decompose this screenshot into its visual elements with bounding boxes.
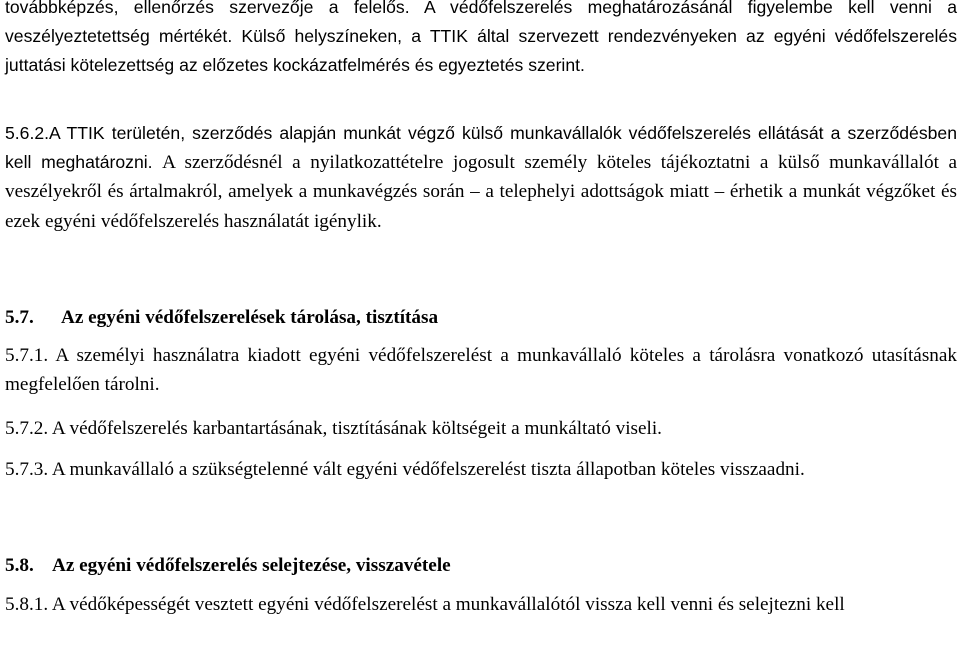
paragraph-number: 5.8.1. — [5, 594, 49, 615]
section-title: Az egyéni védőfelszerelés selejtezése, visszavétele — [52, 555, 451, 576]
paragraph-number: 5.7.2. — [5, 418, 49, 439]
section-title: Az egyéni védőfelszerelések tárolása, tisztítása — [61, 307, 439, 328]
paragraph-5-7-1 — [5, 341, 957, 399]
paragraph-text: A személyi használatra kiadott egyéni védőfelszerelést a munkavállaló köteles a tárolásra vonatkozó utasításnak megfelelően tárolni. — [5, 345, 957, 396]
intro-paragraph-text: továbbképzés, ellenőrzés szervezője a felelős. A védőfelszerelés meghatározásánál figyelembe kell venni a veszélyeztetettség mértékét. Külső helyszíneken, a TTIK által szervezett rendezvényeken az egyéni védőfelszerelés juttatási kötelezettség az előzetes kockázatfelmérés és egyeztetés szerint. — [5, 0, 957, 76]
section-heading-5-7 — [5, 303, 957, 332]
paragraph-text-sans: A TTIK területén, szerződés alapján munkát végző külső munkavállalók védőfelszerelés ellátását a szerződésben kell meghatározni. — [5, 123, 957, 173]
paragraph-5-7-2 — [5, 414, 957, 443]
paragraph-number: 5.7.3. — [5, 459, 49, 480]
intro-paragraph — [5, 0, 957, 81]
paragraph-text: A védőképességét vesztett egyéni védőfelszerelést a munkavállalótól vissza kell venni és selejtezni kell — [51, 594, 845, 615]
paragraph-5-7-3 — [5, 455, 957, 484]
paragraph-number: 5.6.2. — [5, 123, 50, 143]
paragraph-number: 5.7.1. — [5, 345, 49, 366]
paragraph-text-serif: A szerződésnél a nyilatkozattételre jogosult személy köteles tájékoztatni a külső munkavállalót a veszélyekről és ártalmakról, amelyek a munkavégzés során – a telephelyi adottságok miatt – érhetik a munkát végzőket és ezek egyéni védőfelszerelés használatát igénylik. — [5, 152, 957, 232]
paragraph-text: A munkavállaló a szükségtelenné vált egyéni védőfelszerelést tiszta állapotban köteles visszaadni. — [51, 459, 805, 480]
paragraph-5-6-2 — [5, 119, 957, 236]
paragraph-5-8-1 — [5, 590, 957, 619]
section-heading-5-8 — [5, 551, 957, 580]
paragraph-text: A védőfelszerelés karbantartásának, tisztításának költségeit a munkáltató viseli. — [51, 418, 662, 439]
section-number: 5.8. — [5, 555, 34, 576]
section-number: 5.7. — [5, 307, 34, 328]
